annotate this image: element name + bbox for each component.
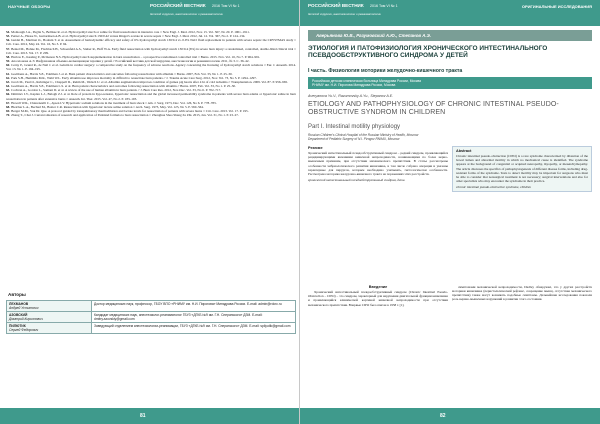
journal-subtitle: детской хирургии, анестезиологии и реаниматологии <box>150 12 223 16</box>
introduction-left <box>308 285 448 307</box>
reference-text: Bentel M., Hohne M., Fischbach H., Schoenfeld A.S., Stuber R., Hoff W.A. Early fluid resuscitation with hydroxyethyl starch 130/0.4 (6%) in severe burn injury: a randomized, controlled, double-blind clinical trial // Crit. Care. 2013. Vol. 17. P. 209. <box>6 46 297 55</box>
reference-text: Cerny P., Grund R., de Nail J. et al. Gelatin in cardiac surgery: a comparative study on the frequency of adverse reactions. Agency concerning the licensing of hydroxyethyl starch solutions // Eur. J. Anaesth. 2014. Vol. 13. No 1. P. 194–195. <box>6 63 296 72</box>
reference-text: Harlow E., Keating P., Mcmanon N.S. Hydroxyethyl starch supplementation in burn resuscitation – a prospective randomised controlled trial // Burns. 2015. Nov. Vol. 16, No 7. P. 964–991. <box>11 54 261 59</box>
journal-volume: 2016 Том VI № 1 <box>370 4 398 8</box>
author-name <box>7 301 92 312</box>
reference-text: Dmitriev I.V., Kaplan L.J., Balogh Z.J. et al. Role of protein in hypo-tension, hypertonic resuscitation and the global increased permeability syndrome in patients with severe burn edema or hypertonic saline in burn resuscitation in patients after extensive burns // Anaesth. Int. Ther. 2015. Vol. 47, No 2. P. 183–193. <box>6 92 296 101</box>
reference-item <box>6 47 296 55</box>
journal-title: РОССИЙСКИЙ ВЕСТНИК <box>308 3 364 8</box>
affiliation-en-line: Department of Pediatric Surgery of N.I. Pirogov RNIMU, Moscow <box>308 137 400 141</box>
author-info: Доктор медицинских наук, профессор, ГБОУ ВПО «РНИМУ им. Н.И. Пирогова» Минздрава России. E-mail: admin@rdcrc.ru <box>92 301 296 312</box>
article-part-en: Part I. Intestinal motility physiology <box>308 124 401 130</box>
author-name <box>7 323 92 334</box>
authors-heading: Авторы <box>8 292 26 297</box>
reference-number: 56. <box>6 38 11 43</box>
abstract-en-text: Chronic intestinal pseudo-obstruction (CIPO) is a rare syndrome characterized by dilatation of the bowel lumen and abnormal motility in which no mechanical cause is identified. The syndrome appears at the background of congenital or acquired neuropathy, myopathy, or mesenchymopathy. The article discusses the specifics of pathophysiogenesis of different disease forms, including drug-resistant forms of the syndrome. Tests to detect motility may be important for surgeons who must be able to consider that nonsurgical treatment is not necessary; surgical interventions and also for other specialists who may encounter the syndrome in their practice. <box>456 154 588 184</box>
left-page-footer <box>0 408 299 424</box>
author-row <box>7 323 296 334</box>
author-info: Заведующий отделением анестезиологии-реанимации, ГБУЗ «ДГКБ №9 им. Г.Н. Сперанского» ДЗМ. E-mail: spilyutik@gmail.com <box>92 323 296 334</box>
reference-number: 66. <box>6 92 11 97</box>
author-row <box>7 301 296 312</box>
affiliation-en <box>308 133 508 141</box>
author-name <box>7 312 92 323</box>
reference-item <box>6 63 296 71</box>
reference-text: Cochran A., Gordon L., Samani D. et al. A review of the use of human albumin in burn patients // J. Burn Care Res. 2012, Nov-Dec. Vol. 33, No 6. P. 702–717. <box>11 88 222 93</box>
reference-number: 58. <box>6 54 11 59</box>
reference-number: 61. <box>6 71 11 76</box>
journal-volume: 2016 Том VI № 1 <box>212 4 240 8</box>
reference-list <box>6 30 296 117</box>
reference-text: Perner A., Haase N., Guttormsen A.B. et al. Hydroxyethyl starch 130/0.42 versus Ringer's acetate in severe sepsis // New Engl. J. Med. 2012, Jul. 12. Vol. 367, No 2. P. 124–134. <box>11 34 246 39</box>
article-title-ru: ЭТИОЛОГИЯ И ПАТОФИЗИОЛОГИЯ ХРОНИЧЕСКОГО ИНТЕСТИНАЛЬНОГО ПСЕВДООБСТРУКТИВНОГО СИНДРОМА У ДЕТЕЙ <box>308 45 548 60</box>
affiliation-en-line: Russian Children's Clinical Hospital of the Russian Ministry of Health, Moscow <box>308 133 419 137</box>
keywords-ru: хронический интестинальный псевдообструктивный синдром, дети. <box>308 178 406 183</box>
introduction-right <box>452 285 592 302</box>
article-authors-en: Averyanova Yu.V., Razumovsky A.Yu., Stepanov A.E. <box>308 94 394 98</box>
affiliation-ru-line: Российская детская клиническая больница Минздрава России, Москва <box>312 79 421 83</box>
page-number: 82 <box>440 413 446 419</box>
reference-number: 54. <box>6 30 11 34</box>
reference-number: 68. <box>6 104 11 109</box>
author-given-name: Андрей Устинович <box>9 306 39 310</box>
reference-number: 60. <box>6 63 11 68</box>
article-authors-ru: Аверьянова Ю.В., Разумовский А.Ю., Степанов А.Э. <box>308 30 592 41</box>
reference-number: 59. <box>6 59 11 64</box>
author-surname: ЛЕХМАНОВ <box>9 302 29 306</box>
section-label: НАУЧНЫЕ ОБЗОРЫ <box>8 4 51 9</box>
affiliation-ru <box>308 77 592 89</box>
left-page-header <box>0 0 299 26</box>
affiliation-ru-line: РНИМУ им. Н.И. Пирогова Минздрава России, Москва <box>312 83 396 88</box>
summary-ru <box>308 146 448 182</box>
right-page-header <box>300 0 600 26</box>
article-title-en: ETIOLOGY AND PATHOPHYSIOLOGY OF CHRONIC INTESTINAL PSEUDO-OBSTRUCTIVE SYNDROM IN CHILDREN <box>308 101 559 116</box>
article-part-ru: I часть. Физиология моторики желудочно-кишечного тракта <box>308 68 463 74</box>
abstract-en-heading: Abstract <box>456 149 472 153</box>
keywords-en: chronic intestinal pseudo-obstructive syndrome, children <box>456 185 531 190</box>
author-surname: ПИЛЮТИК <box>9 324 26 328</box>
abstract-en <box>452 146 592 192</box>
reference-text: Zhang T., Chai J. Current situation of research and application of Parkland formula to burn resuscitation // Zhonghua Shao Shang Za Zhi. 2015, Jan. Vol. 31, No 1. P. 23–27. <box>11 113 239 118</box>
reference-number: 62. <box>6 75 11 80</box>
introduction-text: симптомами механической непроходимости, Dudley обнаружил, что у других расстройств моторики кишечника (перистальтический рефлекс, сокращение мышц, отсутствие механического препятствия) также могут возникать подобные симптомы. Дальнейшие исследования показали роль нервно-мышечных нарушений в развитии этого состояния. <box>452 285 592 302</box>
author-surname: АЗОВСКИЙ <box>9 313 28 317</box>
reference-item <box>6 92 296 100</box>
reference-text: Guidet B., Martinet O., Boulain T. et al. Assessment of hemodynamic efficacy and safety of 6% hydroxyethyl starch 130/0.4 vs. 0.9% NaCl fluid replacement in patients with severe sepsis: the CRYSTMAS study // Crit. Care. 2012, May 24. Vol. 16, No 3. P. 94. <box>6 38 296 47</box>
reference-number: 69. <box>6 108 11 113</box>
reference-text: Jacob M., Paul O., Rehringer C., Chappell D., Rehm M., Welsch U. et al. Albumin augmentation improves condition of guinea pig hearts after 4 hr of cold ischemia // Transplantation. 2009. Vol. 87. P. 956–965. <box>11 79 288 84</box>
author-given-name: Дмитрий Кириллович <box>9 317 43 321</box>
reference-text: Berger M.M., Vok Dr. Que. A protocol guided by transpulmonary thermodilution and lactate levels for resuscitation of patients with severe burns // Crit. Care. 2013. Vol. 17. P. 195. <box>11 108 249 113</box>
reference-number: 67. <box>6 100 11 105</box>
reference-text: Goebbens A., Harris S.E., Edelman L.S. et al. Burn patient characteristics and outcomes following resuscitation with albumin // Burns. 2007, Feb. Vol. 33, No 1. P. 25–30. <box>11 84 236 89</box>
page-number: 81 <box>140 413 146 419</box>
author-info: Кандидат медицинских наук, анестезиолог-реаниматолог ГБУЗ «ДГКБ №9 им. Г.Н. Сперанского» ДЗМ. E-mail: dmitry.azovskiy@gmail.com <box>92 312 296 323</box>
reference-item <box>6 38 296 46</box>
introduction-heading: Введение <box>368 285 388 289</box>
section-label: ОРИГИНАЛЬНЫЕ ИССЛЕДОВАНИЯ <box>521 4 592 9</box>
reference-text: Park S.H., Hemmila M.R., Wahl W.L. Early albumin use improves mortality in difficult to resuscitate burn patients // J. Trauma Acute Care Surg. 2012, Nov. Vol. 73, No 5. P. 1294–1297. <box>11 75 257 80</box>
reference-number: 65. <box>6 88 11 93</box>
journal-title: РОССИЙСКИЙ ВЕСТНИК <box>150 3 206 8</box>
reference-text: Bleicher L.A., Bechtel M., Baxter C.R. Resuscitation with hypertonic lactate saline solution // Arch. Surg. 1973, May. Vol. 125, No 5. P. 560–564. <box>11 104 204 109</box>
reference-number: 70. <box>6 113 11 118</box>
reference-number: 55. <box>6 34 11 39</box>
reference-number: 63. <box>6 79 11 84</box>
reference-text: Goebbens A., Harris S.E., Edelman J. et al. Burn patient characteristics and outcomes following resuscitation with albumin // Burns. 2007, Feb. Vol. 33, No 1. P. 25–30. <box>11 71 233 76</box>
author-row <box>7 312 296 323</box>
reference-number: 64. <box>6 84 11 89</box>
author-given-name: Сергей Федорович <box>9 328 39 332</box>
reference-text: Аполлонова А.Э. Инфузионная объемно-возмещающая терапия у детей // Российский вестник детской хирургии, анестезиологии и реаниматологии. 2011, № 3. С. 36–42. <box>11 59 250 64</box>
right-page-footer <box>300 408 600 424</box>
authors-table <box>6 300 296 334</box>
summary-ru-text: Хронический интестинальный псевдообструктивный синдром – редкий синдром, проявляющийся рецидивирующими явлениями кишечной непроходимости, возникающими по более нерно-мышечным причинам, при отсутствии механического препятствия. В статье рассмотрены особенности эмбриологического развития кишечника, в том числе собрана операция и указаны характерные для хирургов, которым необходимо учитывать, гистологически особенности. Рассмотрена моторика желудочно-кишечного тракта на поражениях этих расстройств. <box>308 151 448 176</box>
reference-text: Howell W.R., Chiarenzelli C., Aysen I.V. Hypertonic sodium solutions in the treatment of burn shock // Am. J. Surg. 1973, Dec. Vol. 126, No 6. P. 778–783. <box>11 100 217 105</box>
introduction-text: Хронический интестинальный псевдообструктивный синдром (Chronic Intestinal Pseudo-Obstruction – CIPO) – это синдром, характерный для нарушения двигательной функции кишечника и проявляющийся клинической картиной кишечной непроходимости при отсутствии механического препятствия. Впервые CIPO был описан в 1958 г. [1]. <box>308 290 448 307</box>
right-page <box>300 0 600 424</box>
journal-subtitle: детской хирургии, анестезиологии и реаниматологии <box>308 12 381 16</box>
reference-item <box>6 113 296 117</box>
reference-text: Molnough J.A., Puglia S., Bellisse R. et al. Hydroxyethyl starch or saline for fluid resuscitation in intensive care // New Engl. J. Med. 2012, Nov. 15. Vol. 367, No 20. P. 1901–1911. <box>11 30 250 34</box>
reference-number: 57. <box>6 46 11 51</box>
summary-ru-heading: Резюме <box>308 146 323 150</box>
